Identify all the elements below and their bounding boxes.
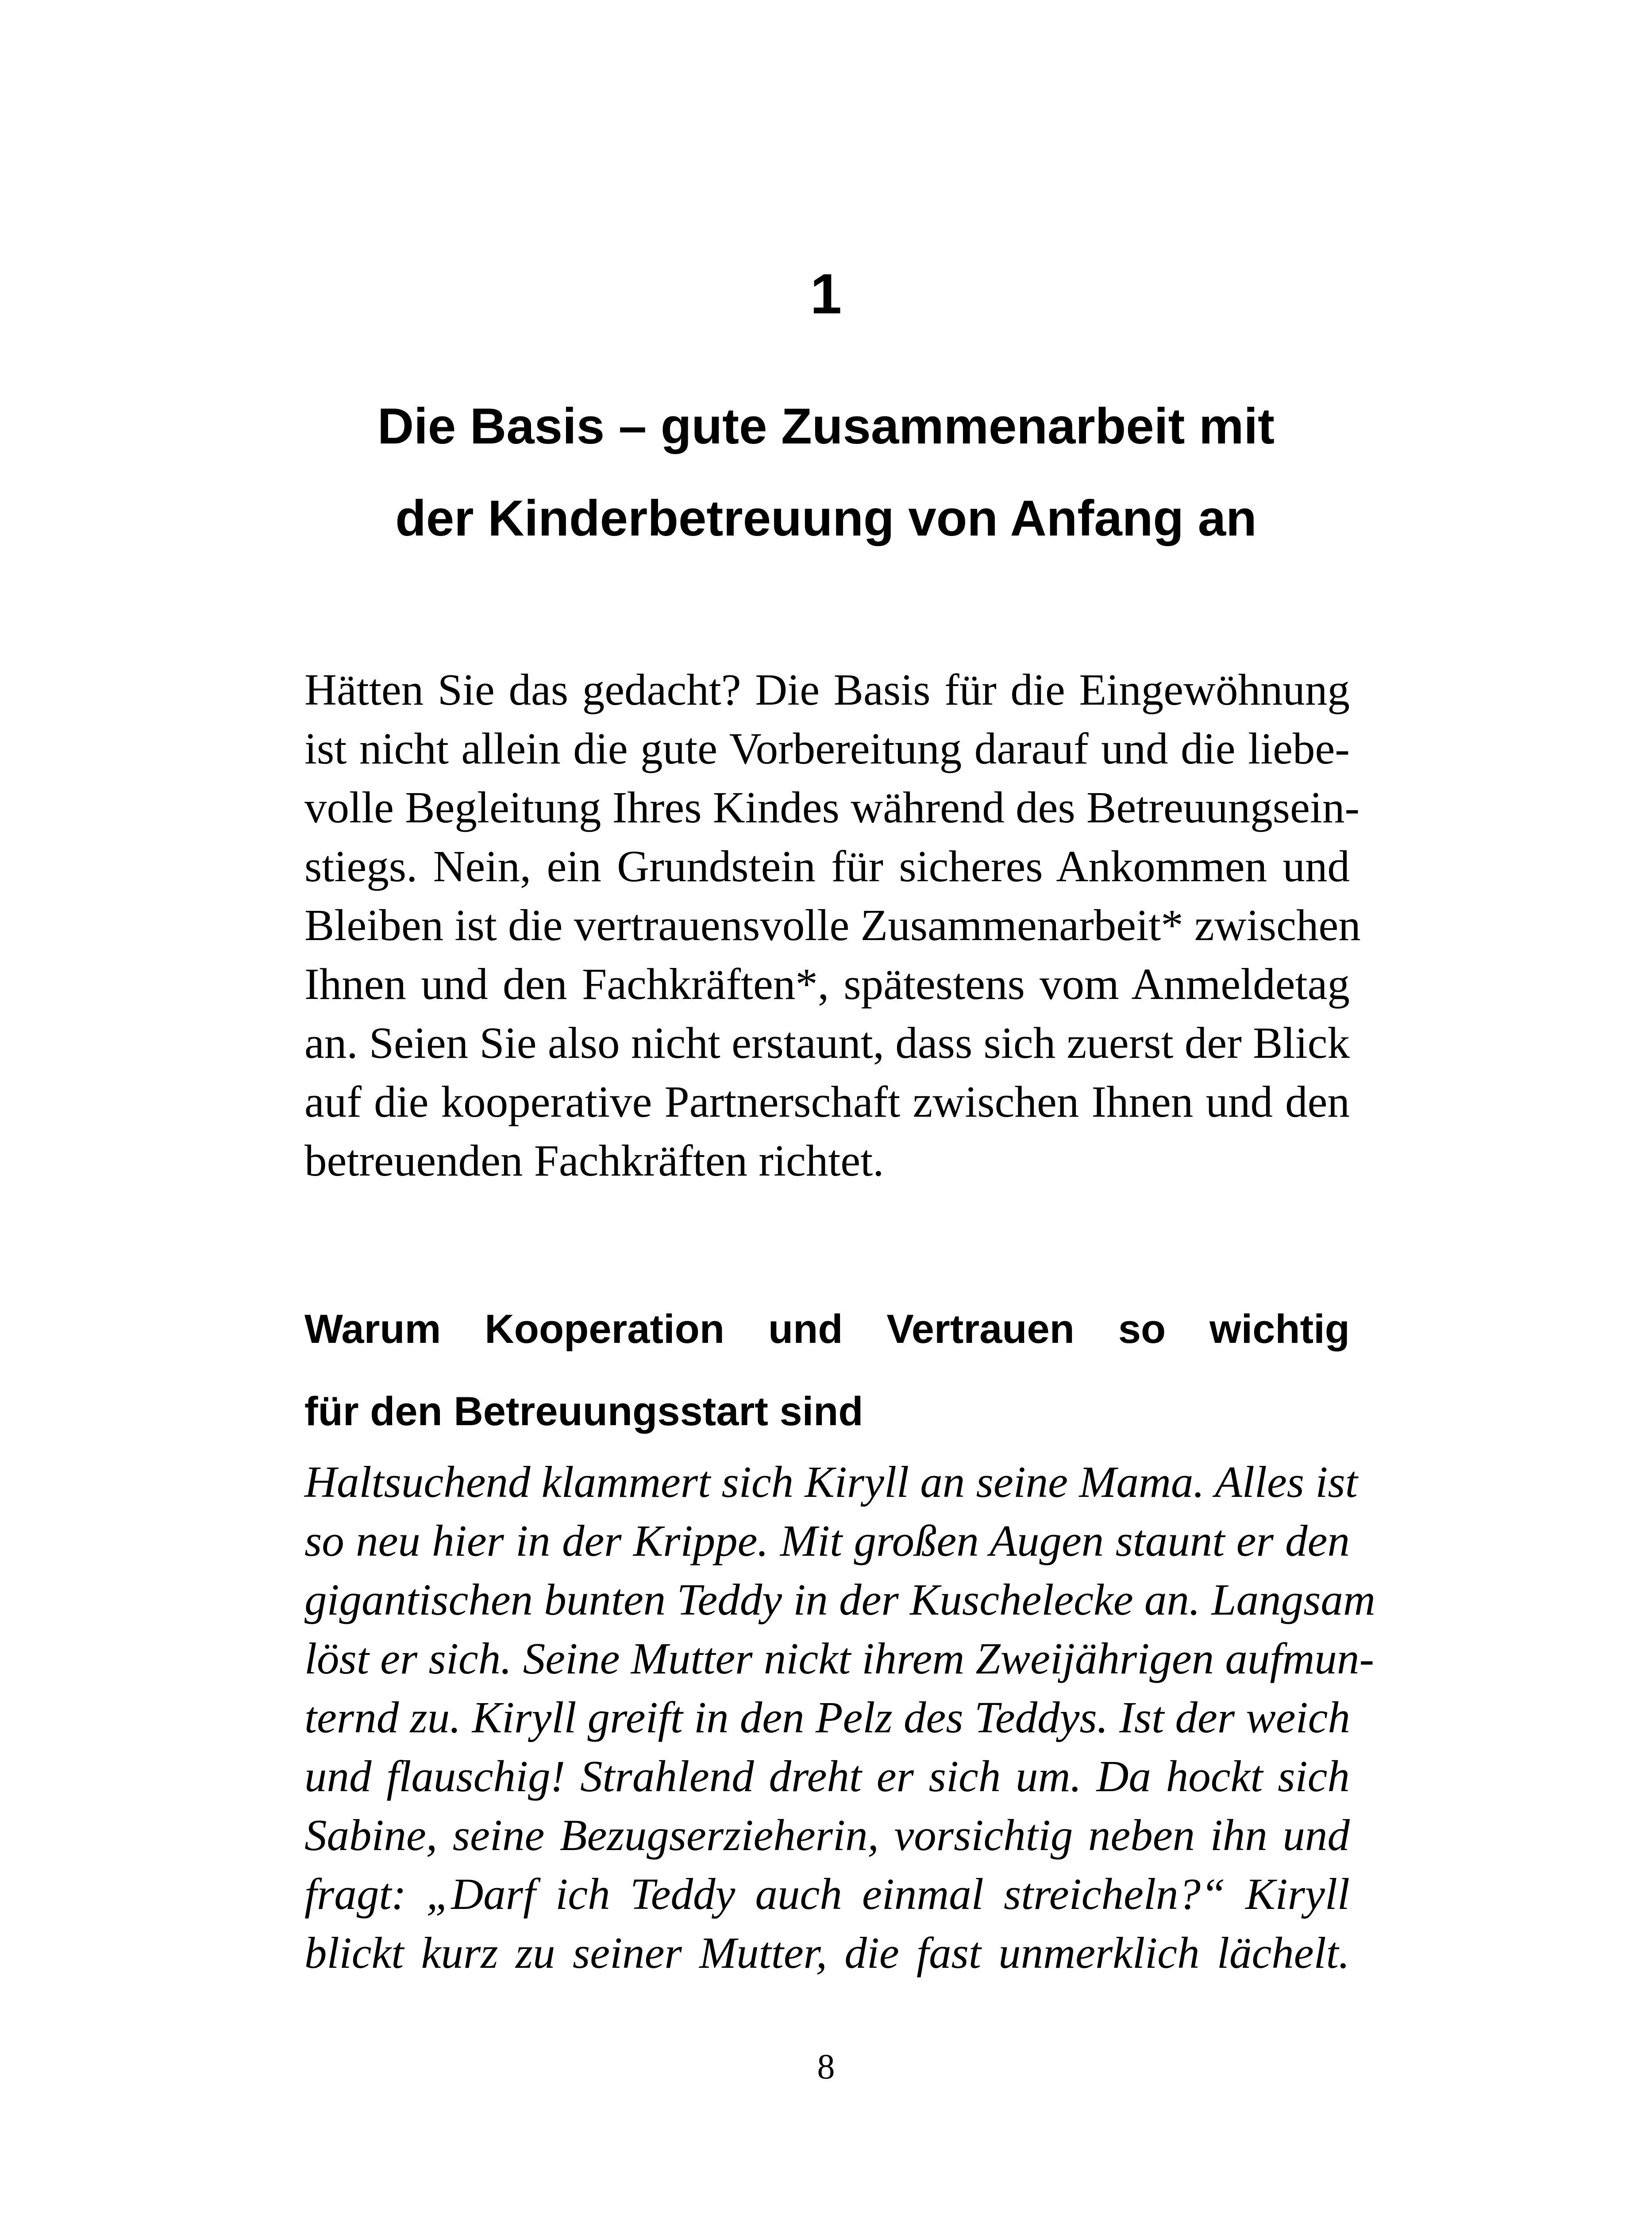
text-line: Haltsuchend klammert sich Kiryll an seine Mama. Alles ist xyxy=(304,1457,1358,1507)
section-heading-line: für den Betreuungsstart sind xyxy=(304,1389,863,1434)
text-line: volle Begleitung Ihres Kindes während des Betreuungsein- xyxy=(304,783,1360,832)
section-heading-line: Warum Kooperation und Vertrauen so wichtig xyxy=(304,1307,1350,1352)
text-line: Ihnen und den Fachkräften*, spätestens vom Anmeldetag xyxy=(304,959,1350,1009)
chapter-title xyxy=(266,381,1386,565)
intro-paragraph xyxy=(304,660,1361,1190)
page-number: 8 xyxy=(817,2047,835,2086)
story-paragraph xyxy=(304,1453,1375,1982)
chapter-title-line: der Kinderbetreuung von Anfang an xyxy=(395,490,1257,547)
text-line: Sabine, seine Bezugserzieherin, vorsichtig neben ihn und xyxy=(304,1810,1350,1860)
chapter-title-line: Die Basis – gute Zusammenarbeit mit xyxy=(377,398,1275,455)
text-line: ternd zu. Kiryll greift in den Pelz des Teddys. Ist der weich xyxy=(304,1693,1350,1742)
text-line: auf die kooperative Partnerschaft zwischen Ihnen und den xyxy=(304,1077,1350,1126)
text-line: betreuenden Fachkräften richtet. xyxy=(304,1136,884,1185)
text-line: löst er sich. Seine Mutter nickt ihrem Zweijährigen aufmun- xyxy=(304,1634,1375,1683)
text-line: Bleiben ist die vertrauensvolle Zusammenarbeit* zwischen xyxy=(304,900,1361,950)
text-line: stiegs. Nein, ein Grundstein für sicheres Ankommen und xyxy=(304,841,1350,891)
text-line: fragt: „Darf ich Teddy auch einmal streicheln?“ Kiryll xyxy=(304,1869,1350,1919)
text-line: ist nicht allein die gute Vorbereitung darauf und die liebe- xyxy=(304,724,1350,773)
section-heading xyxy=(304,1288,1350,1453)
text-line: blickt kurz zu seiner Mutter, die fast unmerklich lächelt. xyxy=(304,1928,1350,1978)
text-line: gigantischen bunten Teddy in der Kuschelecke an. Langsam xyxy=(304,1575,1375,1624)
text-line: und flauschig! Strahlend dreht er sich um. Da hockt sich xyxy=(304,1751,1350,1801)
text-line: Hätten Sie das gedacht? Die Basis für die Eingewöhnung xyxy=(304,665,1350,714)
text-line: an. Seien Sie also nicht erstaunt, dass sich zuerst der Blick xyxy=(304,1018,1350,1068)
text-line: so neu hier in der Krippe. Mit großen Augen staunt er den xyxy=(304,1516,1350,1565)
chapter-number: 1 xyxy=(810,262,842,326)
